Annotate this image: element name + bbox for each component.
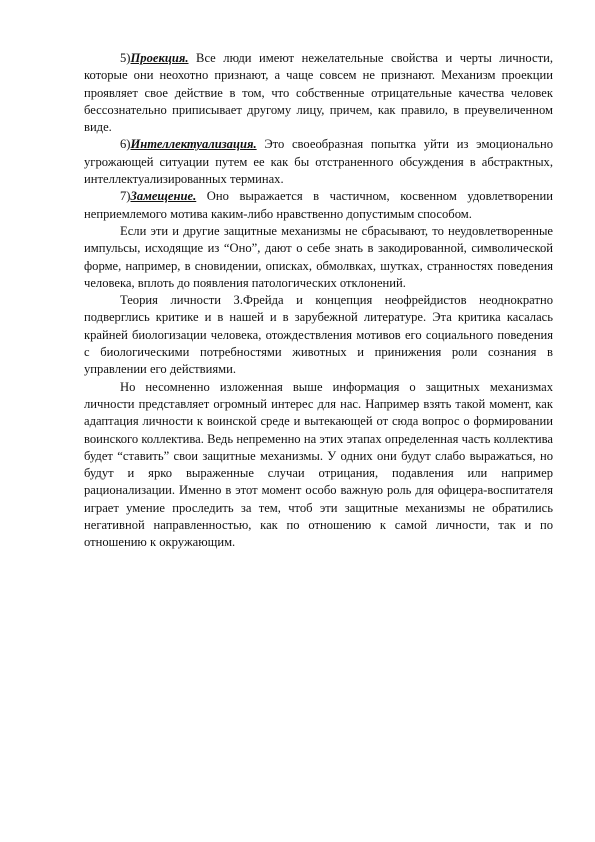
- paragraph-text: Но несомненно изложенная выше информация о защитных механизмах личности представляет огромный интерес для нас. Например взять такой момент, как адаптация личности к воинской среде и вытекающей от сюда вопрос о формировании воинского коллектива. Ведь непременно на этих этапах определенная часть коллектива будет “ставить” свои защитные механизмы. У одних они будут слабо выражаться, но будут и ярко выраженные случаи отрицания, подавления или например рационализации. Именно в этот момент особо важную роль для офицера-воспитателя играет умение проследить за тем, чтоб эти защитные механизмы не обратились негативной направленностью, как по отношению к самой личности, так и по отношению к окружающим.: [84, 379, 553, 550]
- item-number: 6): [120, 137, 131, 152]
- item-number: 5): [120, 51, 131, 65]
- document-page: [84, 50, 553, 552]
- paragraph-text: Это своеобразная попытка уйти из эмоционально угрожающей ситуации путем ее как бы отстраненного обсуждения в абстрактных, интеллектуализированных терминах.: [84, 137, 553, 187]
- paragraph-substitution: [84, 188, 553, 223]
- paragraph-text: Оно выражается в частичном, косвенном удовлетворении неприемлемого мотива каким-либо нравственно допустимым способом.: [84, 189, 553, 221]
- paragraph-freud-critique: [84, 292, 553, 378]
- paragraph-intellectualization: [84, 136, 553, 188]
- paragraph-text: Все люди имеют нежелательные свойства и черты личности, которые они неохотно признают, а чаще совсем не признают. Механизм проекции проявляет свое действие в том, что собственные отрицательные качества человек бессознательно приписывает другому лицу, причем, как правило, в преувеличенном виде.: [84, 51, 553, 135]
- paragraph-military-application: [84, 379, 553, 552]
- term-projection: Проекция.: [130, 51, 189, 65]
- paragraph-text: Если эти и другие защитные механизмы не сбрасывают, то неудовлетворенные импульсы, исходящие из “Оно”, дают о себе знать в закодированной, символической форме, например, в сновидении, описках, обмолвках, шутках, странностях поведения человека, вплоть до появления патологических отклонений.: [84, 223, 553, 290]
- paragraph-unconscious-impulses: [84, 223, 553, 292]
- paragraph-text: Теория личности З.Фрейда и концепция неофрейдистов неоднократно подверглись критике и в нашей и в зарубежной литературе. Эта критика касалась крайней биологизации человека, отождествления мотивов его социального поведения с биологическими потребностями животных и принижения роли сознания в управлении его действиями.: [84, 293, 553, 377]
- term-substitution: Замещение.: [130, 189, 197, 204]
- item-number: 7): [120, 189, 131, 204]
- term-intellectualization: Интеллектуализация.: [130, 137, 257, 152]
- paragraph-projection: [84, 50, 553, 136]
